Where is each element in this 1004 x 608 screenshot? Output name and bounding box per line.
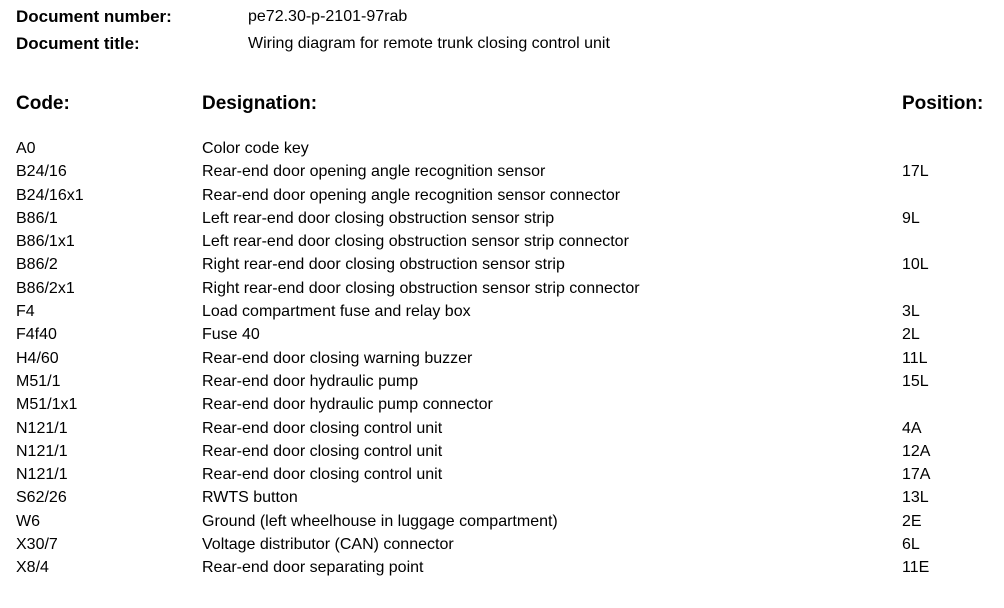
code-cell: B24/16x1 xyxy=(16,186,84,204)
code-cell: M51/1 xyxy=(16,372,61,390)
table-row xyxy=(0,300,1004,323)
designation-cell: Rear-end door closing warning buzzer xyxy=(202,349,473,367)
designation-cell: Color code key xyxy=(202,140,309,157)
position-cell: 15L xyxy=(902,372,929,390)
table-row xyxy=(0,207,1004,230)
position-cell: 11L xyxy=(902,349,928,367)
designation-cell: Fuse 40 xyxy=(202,326,260,344)
position-cell: 13L xyxy=(902,489,929,507)
designation-cell: Left rear-end door closing obstruction sensor strip xyxy=(202,209,555,227)
column-header-position: Position: xyxy=(902,93,984,114)
designation-cell: Rear-end door hydraulic pump xyxy=(202,372,419,390)
position-cell: 17A xyxy=(902,466,931,484)
code-cell: F4f40 xyxy=(16,326,57,344)
position-cell: 11E xyxy=(902,559,930,577)
position-cell: 3L xyxy=(902,303,920,321)
designation-cell: Rear-end door opening angle recognition sensor xyxy=(202,163,546,181)
document-number-value: pe72.30-p-2101-97rab xyxy=(248,8,408,25)
code-cell: N121/1 xyxy=(16,419,68,437)
code-cell: B86/1 xyxy=(16,209,58,227)
column-header-designation: Designation: xyxy=(202,93,318,114)
code-cell: B24/16 xyxy=(16,163,67,181)
table-row xyxy=(0,440,1004,463)
designation-cell: Ground (left wheelhouse in luggage compartment) xyxy=(202,512,558,530)
table-row xyxy=(0,277,1004,300)
table-row xyxy=(0,533,1004,556)
table-row xyxy=(0,160,1004,183)
code-cell: H4/60 xyxy=(16,349,59,367)
designation-cell: Rear-end door closing control unit xyxy=(202,466,443,484)
position-cell: 2E xyxy=(902,512,922,530)
table-row xyxy=(0,486,1004,509)
position-cell: 12A xyxy=(902,442,931,460)
code-cell: X8/4 xyxy=(16,559,49,577)
table-row xyxy=(0,347,1004,370)
position-cell: 4A xyxy=(902,419,922,437)
designation-cell: Right rear-end door closing obstruction sensor strip xyxy=(202,256,565,274)
designation-cell: Rear-end door closing control unit xyxy=(202,442,443,460)
table-row xyxy=(0,323,1004,346)
code-cell: M51/1x1 xyxy=(16,396,78,414)
designation-cell: Rear-end door hydraulic pump connector xyxy=(202,396,493,414)
designation-cell: Rear-end door opening angle recognition sensor connector xyxy=(202,186,621,204)
code-cell: N121/1 xyxy=(16,466,68,484)
code-cell: B86/2 xyxy=(16,256,58,274)
table-row xyxy=(0,230,1004,253)
position-cell: 9L xyxy=(902,209,920,227)
code-cell: B86/2x1 xyxy=(16,279,75,297)
table-row xyxy=(0,463,1004,486)
designation-cell: Right rear-end door closing obstruction sensor strip connector xyxy=(202,279,640,297)
document-number-label: Document number: xyxy=(16,7,172,26)
table-row xyxy=(0,137,1004,160)
position-cell: 17L xyxy=(902,163,929,181)
code-cell: A0 xyxy=(16,140,36,157)
document-title-value: Wiring diagram for remote trunk closing control unit xyxy=(248,35,610,52)
code-cell: B86/1x1 xyxy=(16,233,75,251)
table-row xyxy=(0,253,1004,276)
code-cell: W6 xyxy=(16,512,40,530)
table-row xyxy=(0,417,1004,440)
position-cell: 6L xyxy=(902,536,920,554)
component-table xyxy=(0,137,1004,580)
designation-cell: Left rear-end door closing obstruction sensor strip connector xyxy=(202,233,629,251)
position-cell: 2L xyxy=(902,326,920,344)
document-title-label: Document title: xyxy=(16,34,140,53)
designation-cell: Rear-end door closing control unit xyxy=(202,419,443,437)
designation-cell: RWTS button xyxy=(202,489,298,507)
code-cell: S62/26 xyxy=(16,489,67,507)
table-row xyxy=(0,393,1004,416)
table-row xyxy=(0,556,1004,579)
code-cell: F4 xyxy=(16,303,35,321)
column-header-code: Code: xyxy=(16,93,70,114)
table-row xyxy=(0,184,1004,207)
designation-cell: Voltage distributor (CAN) connector xyxy=(202,536,454,554)
designation-cell: Load compartment fuse and relay box xyxy=(202,303,471,321)
code-cell: N121/1 xyxy=(16,442,68,460)
code-cell: X30/7 xyxy=(16,536,58,554)
table-row xyxy=(0,370,1004,393)
position-cell: 10L xyxy=(902,256,929,274)
designation-cell: Rear-end door separating point xyxy=(202,559,424,577)
table-row xyxy=(0,510,1004,533)
